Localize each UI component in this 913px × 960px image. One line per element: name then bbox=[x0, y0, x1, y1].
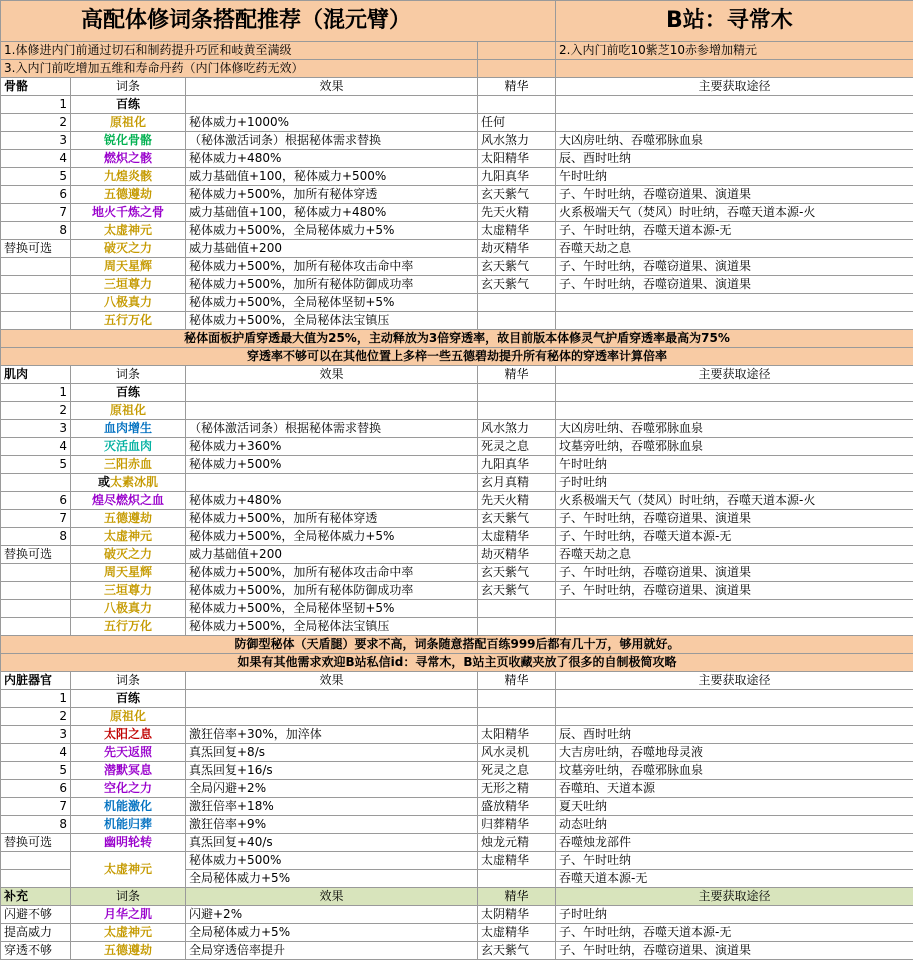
source-cell[interactable]: 大凶房吐纳、吞噬邪脉血泉 bbox=[556, 420, 913, 438]
term-cell[interactable]: 五德遵劫 bbox=[71, 510, 186, 528]
effect-cell[interactable] bbox=[186, 690, 478, 708]
term-cell[interactable]: 太阳之息 bbox=[71, 726, 186, 744]
source-cell[interactable]: 吞噬烛龙部件 bbox=[556, 834, 913, 852]
essence-cell[interactable]: 太阴精华 bbox=[478, 906, 556, 924]
effect-cell[interactable]: 真炁回复+8/s bbox=[186, 744, 478, 762]
table-row bbox=[1, 582, 913, 600]
source-cell[interactable]: 坟墓旁吐纳，吞噬邪脉血泉 bbox=[556, 438, 913, 456]
source-cell[interactable]: 子、午时吐纳，吞噬窃道果、演道果 bbox=[556, 582, 913, 600]
table-row bbox=[1, 852, 913, 870]
table-row bbox=[1, 168, 913, 186]
header-row bbox=[1, 888, 913, 906]
essence-cell[interactable]: 风水煞力 bbox=[478, 420, 556, 438]
table-row bbox=[1, 690, 913, 708]
header-source[interactable]: 主要获取途径 bbox=[556, 78, 913, 96]
essence-cell[interactable]: 九阳真华 bbox=[478, 168, 556, 186]
slot-number[interactable]: 5 bbox=[1, 456, 71, 474]
essence-cell[interactable]: 太虚精华 bbox=[478, 852, 556, 870]
effect-cell[interactable]: 全局秘体威力+5% bbox=[186, 870, 478, 888]
effect-cell[interactable]: 秘体威力+500%，全局秘体坚韧+5% bbox=[186, 600, 478, 618]
essence-cell[interactable]: 玄天紫气 bbox=[478, 186, 556, 204]
slot-number[interactable]: 7 bbox=[1, 204, 71, 222]
essence-cell[interactable]: 风水煞力 bbox=[478, 132, 556, 150]
table-row bbox=[1, 114, 913, 132]
term-cell[interactable]: 机能激化 bbox=[71, 798, 186, 816]
essence-cell[interactable]: 死灵之息 bbox=[478, 762, 556, 780]
essence-cell[interactable]: 玄天紫气 bbox=[478, 276, 556, 294]
effect-cell[interactable]: 秘体威力+500%，加所有秘体防御成功率 bbox=[186, 276, 478, 294]
table-row bbox=[1, 294, 913, 312]
essence-cell[interactable] bbox=[478, 708, 556, 726]
effect-cell[interactable]: 秘体威力+500%，加所有秘体防御成功率 bbox=[186, 582, 478, 600]
table-row bbox=[1, 744, 913, 762]
term-cell[interactable]: 太虚神元 bbox=[71, 222, 186, 240]
slot-number[interactable]: 8 bbox=[1, 528, 71, 546]
essence-cell[interactable] bbox=[478, 870, 556, 888]
term-cell[interactable]: 地火千炼之骨 bbox=[71, 204, 186, 222]
title-main[interactable]: 高配体修词条搭配推荐（混元臂） bbox=[1, 1, 556, 42]
essence-cell[interactable]: 太阳精华 bbox=[478, 726, 556, 744]
table-row bbox=[1, 150, 913, 168]
term-cell[interactable]: 原祖化 bbox=[71, 402, 186, 420]
term-cell[interactable]: 先天返照 bbox=[71, 744, 186, 762]
slot-number[interactable]: 6 bbox=[1, 780, 71, 798]
effect-cell[interactable]: 秘体威力+500%，加所有秘体穿透 bbox=[186, 186, 478, 204]
effect-cell[interactable]: 真炁回复+40/s bbox=[186, 834, 478, 852]
essence-cell[interactable] bbox=[478, 690, 556, 708]
header-essence[interactable]: 精华 bbox=[478, 888, 556, 906]
slot-number[interactable]: 2 bbox=[1, 114, 71, 132]
term-cell[interactable]: 锐化骨骼 bbox=[71, 132, 186, 150]
essence-cell[interactable] bbox=[478, 96, 556, 114]
term-cell[interactable]: 月华之肌 bbox=[71, 906, 186, 924]
slot-number[interactable] bbox=[1, 294, 71, 312]
header-row bbox=[1, 366, 913, 384]
slot-number[interactable]: 2 bbox=[1, 708, 71, 726]
term-cell[interactable]: 灭活血肉 bbox=[71, 438, 186, 456]
term-cell[interactable]: 太虚神元 bbox=[71, 528, 186, 546]
table-row bbox=[1, 546, 913, 564]
slot-number[interactable] bbox=[1, 564, 71, 582]
table-row bbox=[1, 762, 913, 780]
source-cell[interactable]: 吞噬天劫之息 bbox=[556, 240, 913, 258]
effect-cell[interactable]: 威力基础值+200 bbox=[186, 240, 478, 258]
header-source[interactable]: 主要获取途径 bbox=[556, 366, 913, 384]
source-cell[interactable]: 子、午时吐纳 bbox=[556, 852, 913, 870]
effect-cell[interactable]: （秘体激活词条）根据秘体需求替换 bbox=[186, 420, 478, 438]
effect-cell[interactable]: 威力基础值+200 bbox=[186, 546, 478, 564]
source-cell[interactable]: 子、午时吐纳，吞噬窃道果、演道果 bbox=[556, 564, 913, 582]
essence-cell[interactable]: 任何 bbox=[478, 114, 556, 132]
source-cell[interactable] bbox=[556, 690, 913, 708]
section-label[interactable]: 内脏器官 bbox=[1, 672, 71, 690]
essence-cell[interactable]: 先天火精 bbox=[478, 492, 556, 510]
section-note-row bbox=[1, 330, 913, 348]
source-cell[interactable]: 辰、酉时吐纳 bbox=[556, 726, 913, 744]
slot-number[interactable]: 替换可选 bbox=[1, 240, 71, 258]
source-cell[interactable]: 子、午时吐纳，吞噬天道本源-无 bbox=[556, 528, 913, 546]
table-row bbox=[1, 726, 913, 744]
term-cell[interactable]: 燃炽之骸 bbox=[71, 150, 186, 168]
table-row bbox=[1, 456, 913, 474]
section-note[interactable]: 防御型秘体（天盾腿）要求不高，词条随意搭配百练999后都有几十万，够用就好。 bbox=[1, 636, 913, 654]
essence-cell[interactable]: 风水灵机 bbox=[478, 744, 556, 762]
source-cell[interactable]: 火系极端天气（焚风）时吐纳，吞噬天道本源-火 bbox=[556, 492, 913, 510]
source-cell[interactable]: 大吉房吐纳，吞噬地母灵液 bbox=[556, 744, 913, 762]
slot-number[interactable]: 6 bbox=[1, 186, 71, 204]
note-row bbox=[1, 42, 913, 60]
note-2[interactable]: 2.入内门前吃10紫芝10赤参增加精元 bbox=[556, 42, 913, 60]
term-cell[interactable]: 五德遵劫 bbox=[71, 942, 186, 960]
effect-cell[interactable]: 秘体威力+500%，全局秘体威力+5% bbox=[186, 222, 478, 240]
term-cell[interactable]: 百练 bbox=[71, 690, 186, 708]
term-cell[interactable]: 五行万化 bbox=[71, 618, 186, 636]
term-cell[interactable]: 血肉增生 bbox=[71, 420, 186, 438]
slot-number[interactable]: 替换可选 bbox=[1, 546, 71, 564]
section-label[interactable]: 补充 bbox=[1, 888, 71, 906]
table-row bbox=[1, 222, 913, 240]
effect-cell[interactable]: 真炁回复+16/s bbox=[186, 762, 478, 780]
source-cell[interactable]: 坟墓旁吐纳，吞噬邪脉血泉 bbox=[556, 762, 913, 780]
source-cell[interactable] bbox=[556, 384, 913, 402]
essence-cell[interactable] bbox=[478, 600, 556, 618]
section-label[interactable]: 骨骼 bbox=[1, 78, 71, 96]
table-row bbox=[1, 384, 913, 402]
effect-cell[interactable]: 秘体威力+500%，全局秘体法宝镇压 bbox=[186, 312, 478, 330]
slot-number[interactable]: 8 bbox=[1, 816, 71, 834]
source-cell[interactable]: 子时吐纳 bbox=[556, 906, 913, 924]
effect-cell[interactable]: 秘体威力+500%，加所有秘体攻击命中率 bbox=[186, 564, 478, 582]
effect-cell[interactable]: 激狂倍率+18% bbox=[186, 798, 478, 816]
header-term[interactable]: 词条 bbox=[71, 888, 186, 906]
source-cell[interactable] bbox=[556, 402, 913, 420]
effect-cell[interactable]: 闪避+2% bbox=[186, 906, 478, 924]
table-row bbox=[1, 312, 913, 330]
table-row bbox=[1, 96, 913, 114]
table-row bbox=[1, 528, 913, 546]
source-cell[interactable]: 子、午时吐纳，吞噬天道本源-无 bbox=[556, 222, 913, 240]
header-essence[interactable]: 精华 bbox=[478, 366, 556, 384]
essence-cell[interactable]: 玄天紫气 bbox=[478, 942, 556, 960]
essence-cell[interactable]: 玄天紫气 bbox=[478, 564, 556, 582]
essence-cell[interactable]: 先天火精 bbox=[478, 204, 556, 222]
header-effect[interactable]: 效果 bbox=[186, 366, 478, 384]
source-cell[interactable] bbox=[556, 294, 913, 312]
slot-number[interactable] bbox=[1, 600, 71, 618]
source-cell[interactable]: 子时吐纳 bbox=[556, 474, 913, 492]
effect-cell[interactable]: （秘体激活词条）根据秘体需求替换 bbox=[186, 132, 478, 150]
table-row bbox=[1, 780, 913, 798]
term-cell[interactable]: 幽明轮转 bbox=[71, 834, 186, 852]
effect-cell[interactable]: 秘体威力+500%，全局秘体坚韧+5% bbox=[186, 294, 478, 312]
header-essence[interactable]: 精华 bbox=[478, 672, 556, 690]
effect-cell[interactable]: 全局穿透倍率提升 bbox=[186, 942, 478, 960]
essence-cell[interactable]: 太虚精华 bbox=[478, 924, 556, 942]
slot-number[interactable]: 8 bbox=[1, 222, 71, 240]
table-row bbox=[1, 564, 913, 582]
slot-number[interactable]: 6 bbox=[1, 492, 71, 510]
essence-cell[interactable]: 玄月真精 bbox=[478, 474, 556, 492]
essence-cell[interactable]: 九阳真华 bbox=[478, 456, 556, 474]
source-cell[interactable]: 大凶房吐纳、吞噬邪脉血泉 bbox=[556, 132, 913, 150]
essence-cell[interactable]: 劫灭精华 bbox=[478, 546, 556, 564]
table-row bbox=[1, 240, 913, 258]
term-name: 太素冰肌 bbox=[110, 475, 159, 489]
source-cell[interactable]: 吞噬珀、天道本源 bbox=[556, 780, 913, 798]
source-cell[interactable]: 夏天吐纳 bbox=[556, 798, 913, 816]
term-cell[interactable]: 太虚神元 bbox=[71, 924, 186, 942]
slot-number[interactable]: 1 bbox=[1, 96, 71, 114]
slot-number[interactable] bbox=[1, 312, 71, 330]
slot-number[interactable] bbox=[1, 258, 71, 276]
effect-cell[interactable] bbox=[186, 384, 478, 402]
essence-cell[interactable] bbox=[478, 402, 556, 420]
table-row bbox=[1, 906, 913, 924]
table-row bbox=[1, 438, 913, 456]
term-cell[interactable]: 空化之力 bbox=[71, 780, 186, 798]
source-cell[interactable]: 子、午时吐纳，吞噬窃道果、演道果 bbox=[556, 942, 913, 960]
effect-cell[interactable]: 秘体威力+360% bbox=[186, 438, 478, 456]
essence-cell[interactable]: 玄天紫气 bbox=[478, 510, 556, 528]
source-cell[interactable]: 子、午时吐纳，吞噬窃道果、演道果 bbox=[556, 276, 913, 294]
essence-cell[interactable]: 死灵之息 bbox=[478, 438, 556, 456]
slot-number[interactable] bbox=[1, 618, 71, 636]
effect-cell[interactable]: 激狂倍率+30%，加淬体 bbox=[186, 726, 478, 744]
slot-number[interactable]: 7 bbox=[1, 510, 71, 528]
term-cell[interactable]: 百练 bbox=[71, 96, 186, 114]
slot-number[interactable] bbox=[1, 582, 71, 600]
note-empty[interactable] bbox=[556, 60, 913, 78]
table-row bbox=[1, 402, 913, 420]
essence-cell[interactable]: 太虚精华 bbox=[478, 528, 556, 546]
effect-cell[interactable]: 秘体威力+480% bbox=[186, 150, 478, 168]
essence-cell[interactable]: 太虚精华 bbox=[478, 222, 556, 240]
slot-number[interactable]: 7 bbox=[1, 798, 71, 816]
header-effect[interactable]: 效果 bbox=[186, 888, 478, 906]
term-cell[interactable]: 三阳赤血 bbox=[71, 456, 186, 474]
section-label[interactable]: 肌肉 bbox=[1, 366, 71, 384]
term-cell[interactable]: 五德遵劫 bbox=[71, 186, 186, 204]
slot-number[interactable]: 5 bbox=[1, 168, 71, 186]
section-note[interactable]: 如果有其他需求欢迎B站私信id：寻常木，B站主页收藏夹放了很多的自制极简攻略 bbox=[1, 654, 913, 672]
effect-cell[interactable]: 秘体威力+500%，全局秘体法宝镇压 bbox=[186, 618, 478, 636]
essence-cell[interactable]: 劫灭精华 bbox=[478, 240, 556, 258]
effect-cell[interactable]: 秘体威力+1000% bbox=[186, 114, 478, 132]
slot-number[interactable]: 3 bbox=[1, 726, 71, 744]
table-row bbox=[1, 924, 913, 942]
term-cell[interactable]: 潜默冥息 bbox=[71, 762, 186, 780]
source-cell[interactable]: 子、午时吐纳，吞噬窃道果、演道果 bbox=[556, 510, 913, 528]
note-empty[interactable] bbox=[478, 42, 556, 60]
slot-number[interactable]: 4 bbox=[1, 150, 71, 168]
effect-cell[interactable]: 秘体威力+500% bbox=[186, 456, 478, 474]
table-row bbox=[1, 204, 913, 222]
section-note[interactable]: 秘体面板护盾穿透最大值为25%，主动释放为3倍穿透率，故目前版本体修灵气护盾穿透率最高为75% bbox=[1, 330, 913, 348]
term-cell[interactable]: 五行万化 bbox=[71, 312, 186, 330]
effect-cell[interactable]: 威力基础值+100，秘体威力+500% bbox=[186, 168, 478, 186]
term-cell[interactable]: 三垣尊力 bbox=[71, 276, 186, 294]
source-cell[interactable]: 子、午时吐纳，吞噬窃道果、演道果 bbox=[556, 186, 913, 204]
effect-cell[interactable] bbox=[186, 708, 478, 726]
note-row bbox=[1, 60, 913, 78]
term-cell[interactable]: 周天星辉 bbox=[71, 564, 186, 582]
note-empty[interactable] bbox=[478, 60, 556, 78]
source-cell[interactable]: 吞噬天道本源-无 bbox=[556, 870, 913, 888]
essence-cell[interactable] bbox=[478, 618, 556, 636]
table-row bbox=[1, 474, 913, 492]
source-cell[interactable] bbox=[556, 708, 913, 726]
header-term[interactable]: 词条 bbox=[71, 672, 186, 690]
essence-cell[interactable]: 玄天紫气 bbox=[478, 582, 556, 600]
section-note-row bbox=[1, 654, 913, 672]
slot-number[interactable]: 1 bbox=[1, 384, 71, 402]
term-cell[interactable]: 破灭之力 bbox=[71, 240, 186, 258]
table-row bbox=[1, 798, 913, 816]
effect-cell[interactable]: 全局秘体威力+5% bbox=[186, 924, 478, 942]
title-credit[interactable]: B站：寻常木 bbox=[556, 1, 913, 42]
header-source[interactable]: 主要获取途径 bbox=[556, 888, 913, 906]
term-cell[interactable]: 八极真力 bbox=[71, 294, 186, 312]
essence-cell[interactable]: 归葬精华 bbox=[478, 816, 556, 834]
title-row bbox=[1, 1, 913, 42]
table-row bbox=[1, 510, 913, 528]
slot-number[interactable]: 5 bbox=[1, 762, 71, 780]
header-term[interactable]: 词条 bbox=[71, 366, 186, 384]
table-row bbox=[1, 834, 913, 852]
effect-cell[interactable] bbox=[186, 474, 478, 492]
slot-number[interactable]: 3 bbox=[1, 420, 71, 438]
term-cell[interactable]: 破灭之力 bbox=[71, 546, 186, 564]
effect-cell[interactable]: 全局闪避+2% bbox=[186, 780, 478, 798]
slot-number[interactable]: 穿透不够 bbox=[1, 942, 71, 960]
essence-cell[interactable]: 玄天紫气 bbox=[478, 258, 556, 276]
slot-number[interactable]: 4 bbox=[1, 744, 71, 762]
effect-cell[interactable]: 秘体威力+480% bbox=[186, 492, 478, 510]
essence-cell[interactable]: 无形之精 bbox=[478, 780, 556, 798]
source-cell[interactable]: 午时吐纳 bbox=[556, 168, 913, 186]
essence-cell[interactable]: 烛龙元精 bbox=[478, 834, 556, 852]
source-cell[interactable] bbox=[556, 618, 913, 636]
slot-number[interactable]: 1 bbox=[1, 690, 71, 708]
table-row bbox=[1, 132, 913, 150]
header-row bbox=[1, 78, 913, 96]
section-note-row bbox=[1, 348, 913, 366]
effect-cell[interactable]: 秘体威力+500%，加所有秘体穿透 bbox=[186, 510, 478, 528]
term-cell[interactable]: 原祖化 bbox=[71, 114, 186, 132]
slot-number[interactable]: 提高威力 bbox=[1, 924, 71, 942]
source-cell[interactable] bbox=[556, 600, 913, 618]
term-cell[interactable]: 九煌炎骸 bbox=[71, 168, 186, 186]
source-cell[interactable] bbox=[556, 114, 913, 132]
source-cell[interactable]: 午时吐纳 bbox=[556, 456, 913, 474]
source-cell[interactable]: 辰、酉时吐纳 bbox=[556, 150, 913, 168]
table-row bbox=[1, 708, 913, 726]
source-cell[interactable]: 子、午时吐纳，吞噬窃道果、演道果 bbox=[556, 258, 913, 276]
slot-number[interactable] bbox=[1, 474, 71, 492]
slot-number[interactable]: 4 bbox=[1, 438, 71, 456]
term-prefix: 或 bbox=[97, 475, 110, 489]
term-cell[interactable]: 八极真力 bbox=[71, 600, 186, 618]
table-row bbox=[1, 618, 913, 636]
effect-cell[interactable] bbox=[186, 96, 478, 114]
slot-number[interactable]: 替换可选 bbox=[1, 834, 71, 852]
header-row bbox=[1, 672, 913, 690]
term-cell[interactable]: 机能归葬 bbox=[71, 816, 186, 834]
source-cell[interactable] bbox=[556, 312, 913, 330]
header-source[interactable]: 主要获取途径 bbox=[556, 672, 913, 690]
effect-cell[interactable]: 秘体威力+500%，加所有秘体攻击命中率 bbox=[186, 258, 478, 276]
source-cell[interactable] bbox=[556, 96, 913, 114]
essence-cell[interactable]: 盛放精华 bbox=[478, 798, 556, 816]
table-row bbox=[1, 600, 913, 618]
header-effect[interactable]: 效果 bbox=[186, 672, 478, 690]
section-note[interactable]: 穿透率不够可以在其他位置上多梓一些五德碧劫提升所有秘体的穿透率计算倍率 bbox=[1, 348, 913, 366]
header-term[interactable]: 词条 bbox=[71, 78, 186, 96]
term-cell[interactable] bbox=[71, 474, 186, 492]
essence-cell[interactable] bbox=[478, 384, 556, 402]
slot-number[interactable] bbox=[1, 276, 71, 294]
source-cell[interactable]: 火系极端天气（焚风）时吐纳，吞噬天道本源-火 bbox=[556, 204, 913, 222]
slot-number[interactable] bbox=[1, 870, 71, 888]
source-cell[interactable]: 子、午时吐纳，吞噬天道本源-无 bbox=[556, 924, 913, 942]
slot-number[interactable]: 2 bbox=[1, 402, 71, 420]
table-row bbox=[1, 816, 913, 834]
essence-cell[interactable]: 太阳精华 bbox=[478, 150, 556, 168]
table-row bbox=[1, 492, 913, 510]
term-cell[interactable]: 太虚神元 bbox=[71, 852, 186, 888]
essence-cell[interactable] bbox=[478, 294, 556, 312]
table-row bbox=[1, 942, 913, 960]
table-row bbox=[1, 420, 913, 438]
note-1[interactable]: 1.体修进内门前通过切石和制药提升巧匠和岐黄至满级 bbox=[1, 42, 478, 60]
term-cell[interactable]: 百练 bbox=[71, 384, 186, 402]
effect-cell[interactable]: 威力基础值+100，秘体威力+480% bbox=[186, 204, 478, 222]
term-cell[interactable]: 原祖化 bbox=[71, 708, 186, 726]
slot-number[interactable] bbox=[1, 852, 71, 870]
table-row bbox=[1, 276, 913, 294]
effect-cell[interactable]: 激狂倍率+9% bbox=[186, 816, 478, 834]
note-3[interactable]: 3.入内门前吃增加五维和寿命丹药（内门体修吃药无效） bbox=[1, 60, 478, 78]
term-cell[interactable]: 周天星辉 bbox=[71, 258, 186, 276]
effect-cell[interactable]: 秘体威力+500%，全局秘体威力+5% bbox=[186, 528, 478, 546]
essence-cell[interactable] bbox=[478, 312, 556, 330]
source-cell[interactable]: 动态吐纳 bbox=[556, 816, 913, 834]
header-effect[interactable]: 效果 bbox=[186, 78, 478, 96]
table-row bbox=[1, 258, 913, 276]
term-cell[interactable]: 三垣尊力 bbox=[71, 582, 186, 600]
table-row bbox=[1, 186, 913, 204]
slot-number[interactable]: 3 bbox=[1, 132, 71, 150]
effect-cell[interactable] bbox=[186, 402, 478, 420]
source-cell[interactable]: 吞噬天劫之息 bbox=[556, 546, 913, 564]
effect-cell[interactable]: 秘体威力+500% bbox=[186, 852, 478, 870]
slot-number[interactable]: 闪避不够 bbox=[1, 906, 71, 924]
header-essence[interactable]: 精华 bbox=[478, 78, 556, 96]
term-cell[interactable]: 煌尽燃炽之血 bbox=[71, 492, 186, 510]
section-note-row bbox=[1, 636, 913, 654]
